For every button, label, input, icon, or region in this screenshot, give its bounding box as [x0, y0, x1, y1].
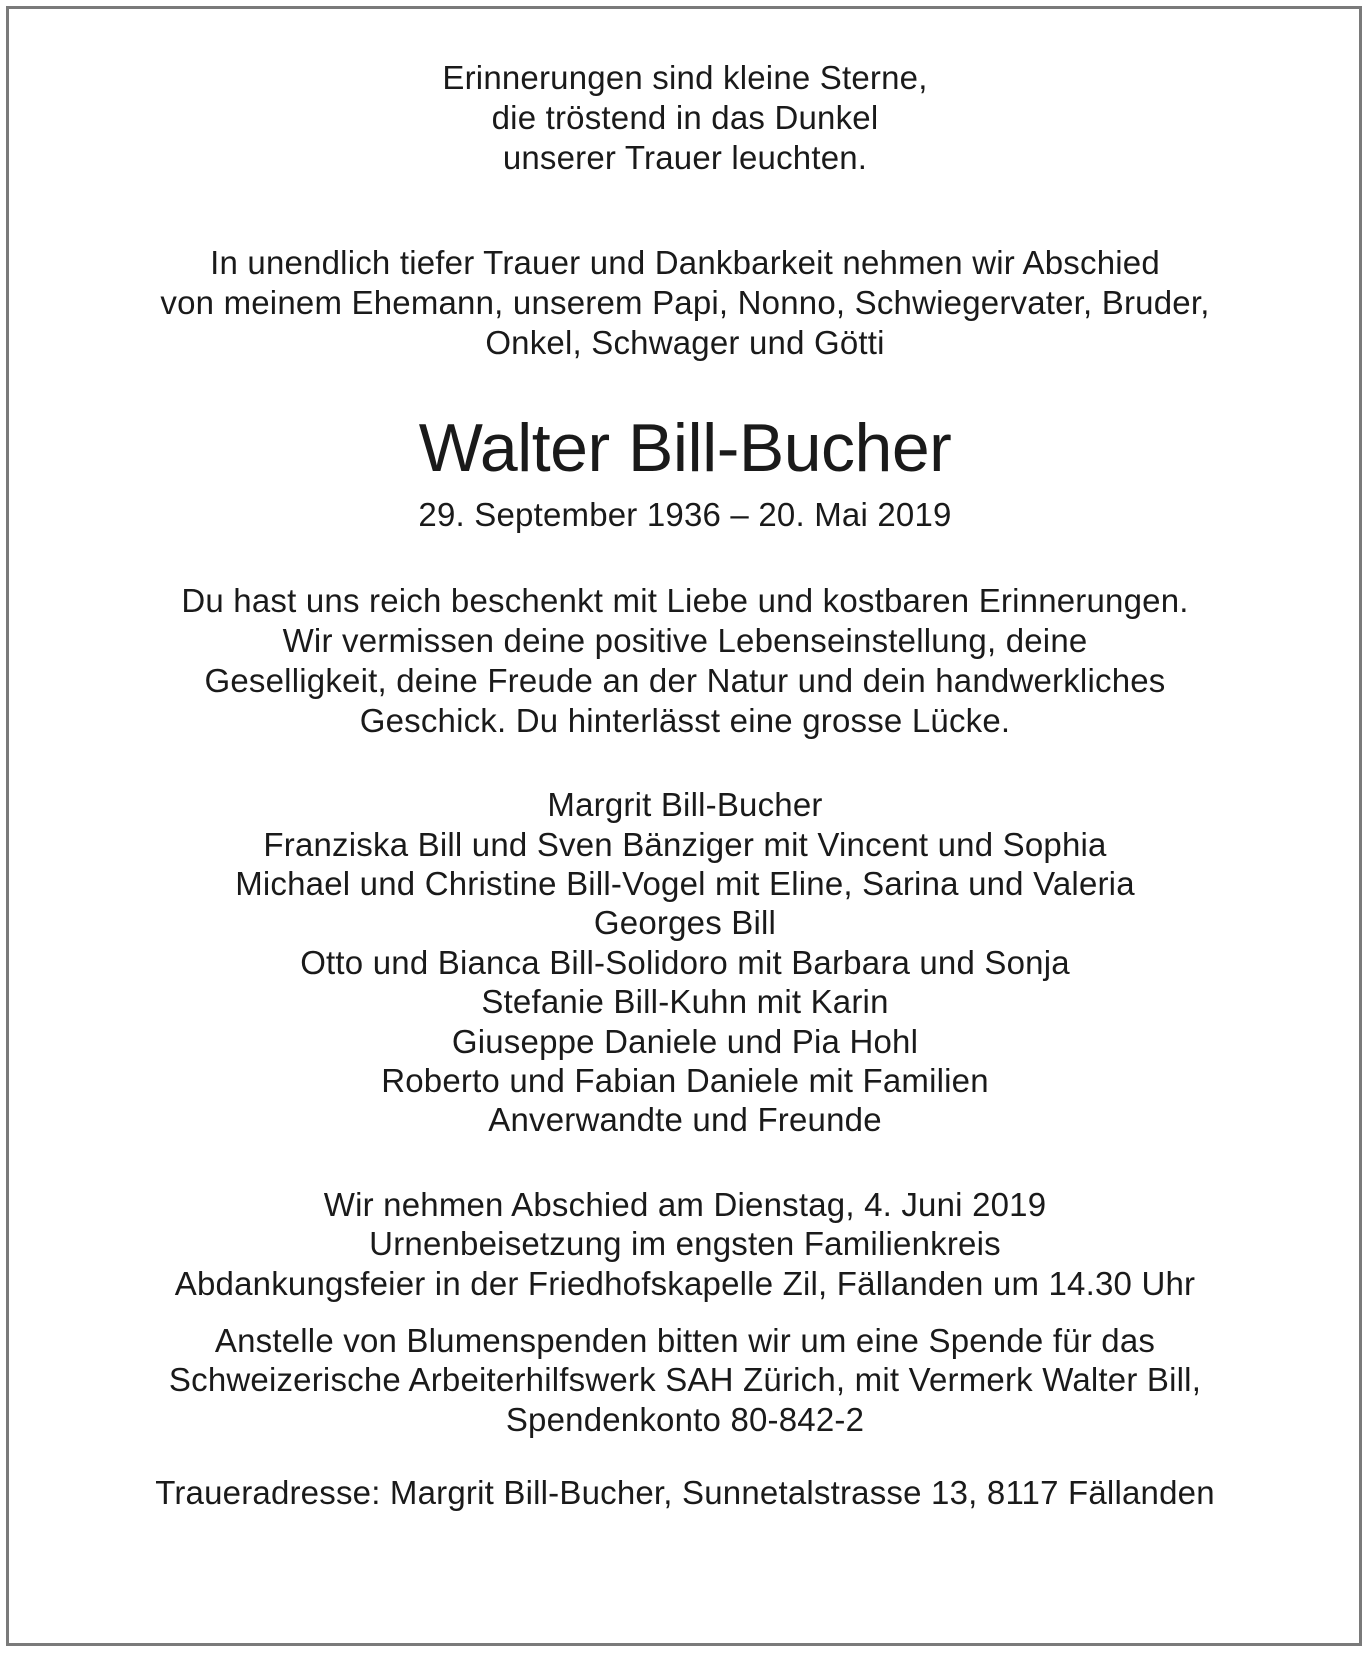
poem-line: Erinnerungen sind kleine Sterne,	[442, 59, 928, 96]
intro-line: Onkel, Schwager und Götti	[485, 324, 885, 361]
ceremony-line: Urnenbeisetzung im engsten Familienkreis	[369, 1225, 1001, 1262]
mourner-line: Otto und Bianca Bill-Solidoro mit Barbara und Sonja	[300, 944, 1070, 981]
intro-line: von meinem Ehemann, unserem Papi, Nonno, Schwiegervater, Bruder,	[160, 284, 1210, 321]
tribute-line: Geschick. Du hinterlässt eine grosse Lücke.	[359, 702, 1011, 739]
tribute-line: Geselligkeit, deine Freude an der Natur und dein handwerkliches	[204, 662, 1166, 699]
mourner-line: Giuseppe Daniele und Pia Hohl	[451, 1023, 919, 1060]
ceremony-line: Abdankungsfeier in der Friedhofskapelle Zil, Fällanden um 14.30 Uhr	[174, 1265, 1196, 1302]
life-dates: 29. September 1936 – 20. Mai 2019	[418, 496, 952, 533]
mourner-line: Anverwandte und Freunde	[488, 1101, 882, 1138]
mourning-address: Traueradresse: Margrit Bill-Bucher, Sunnetalstrasse 13, 8117 Fällanden	[155, 1474, 1215, 1511]
ceremony-line: Wir nehmen Abschied am Dienstag, 4. Juni 2019	[323, 1186, 1047, 1223]
deceased-name: Walter Bill-Bucher	[418, 410, 952, 486]
tribute-line: Wir vermissen deine positive Lebenseinstellung, deine	[282, 622, 1088, 659]
tribute-line: Du hast uns reich beschenkt mit Liebe und kostbaren Erinnerungen.	[181, 582, 1189, 619]
mourner-line: Michael und Christine Bill-Vogel mit Eline, Sarina und Valeria	[235, 865, 1135, 902]
poem-line: unserer Trauer leuchten.	[502, 139, 868, 176]
poem-line: die tröstend in das Dunkel	[491, 99, 879, 136]
mourner-line: Margrit Bill-Bucher	[547, 786, 823, 823]
donation-line: Spendenkonto 80-842-2	[505, 1401, 865, 1438]
mourner-line: Georges Bill	[593, 904, 777, 941]
mourner-line: Stefanie Bill-Kuhn mit Karin	[481, 983, 889, 1020]
donation-line: Anstelle von Blumenspenden bitten wir um eine Spende für das	[214, 1322, 1156, 1359]
mourner-line: Franziska Bill und Sven Bänziger mit Vincent und Sophia	[263, 826, 1107, 863]
mourner-line: Roberto und Fabian Daniele mit Familien	[381, 1062, 989, 1099]
intro-line: In unendlich tiefer Trauer und Dankbarkeit nehmen wir Abschied	[210, 244, 1160, 281]
donation-line: Schweizerische Arbeiterhilfswerk SAH Zürich, mit Vermerk Walter Bill,	[168, 1361, 1202, 1398]
